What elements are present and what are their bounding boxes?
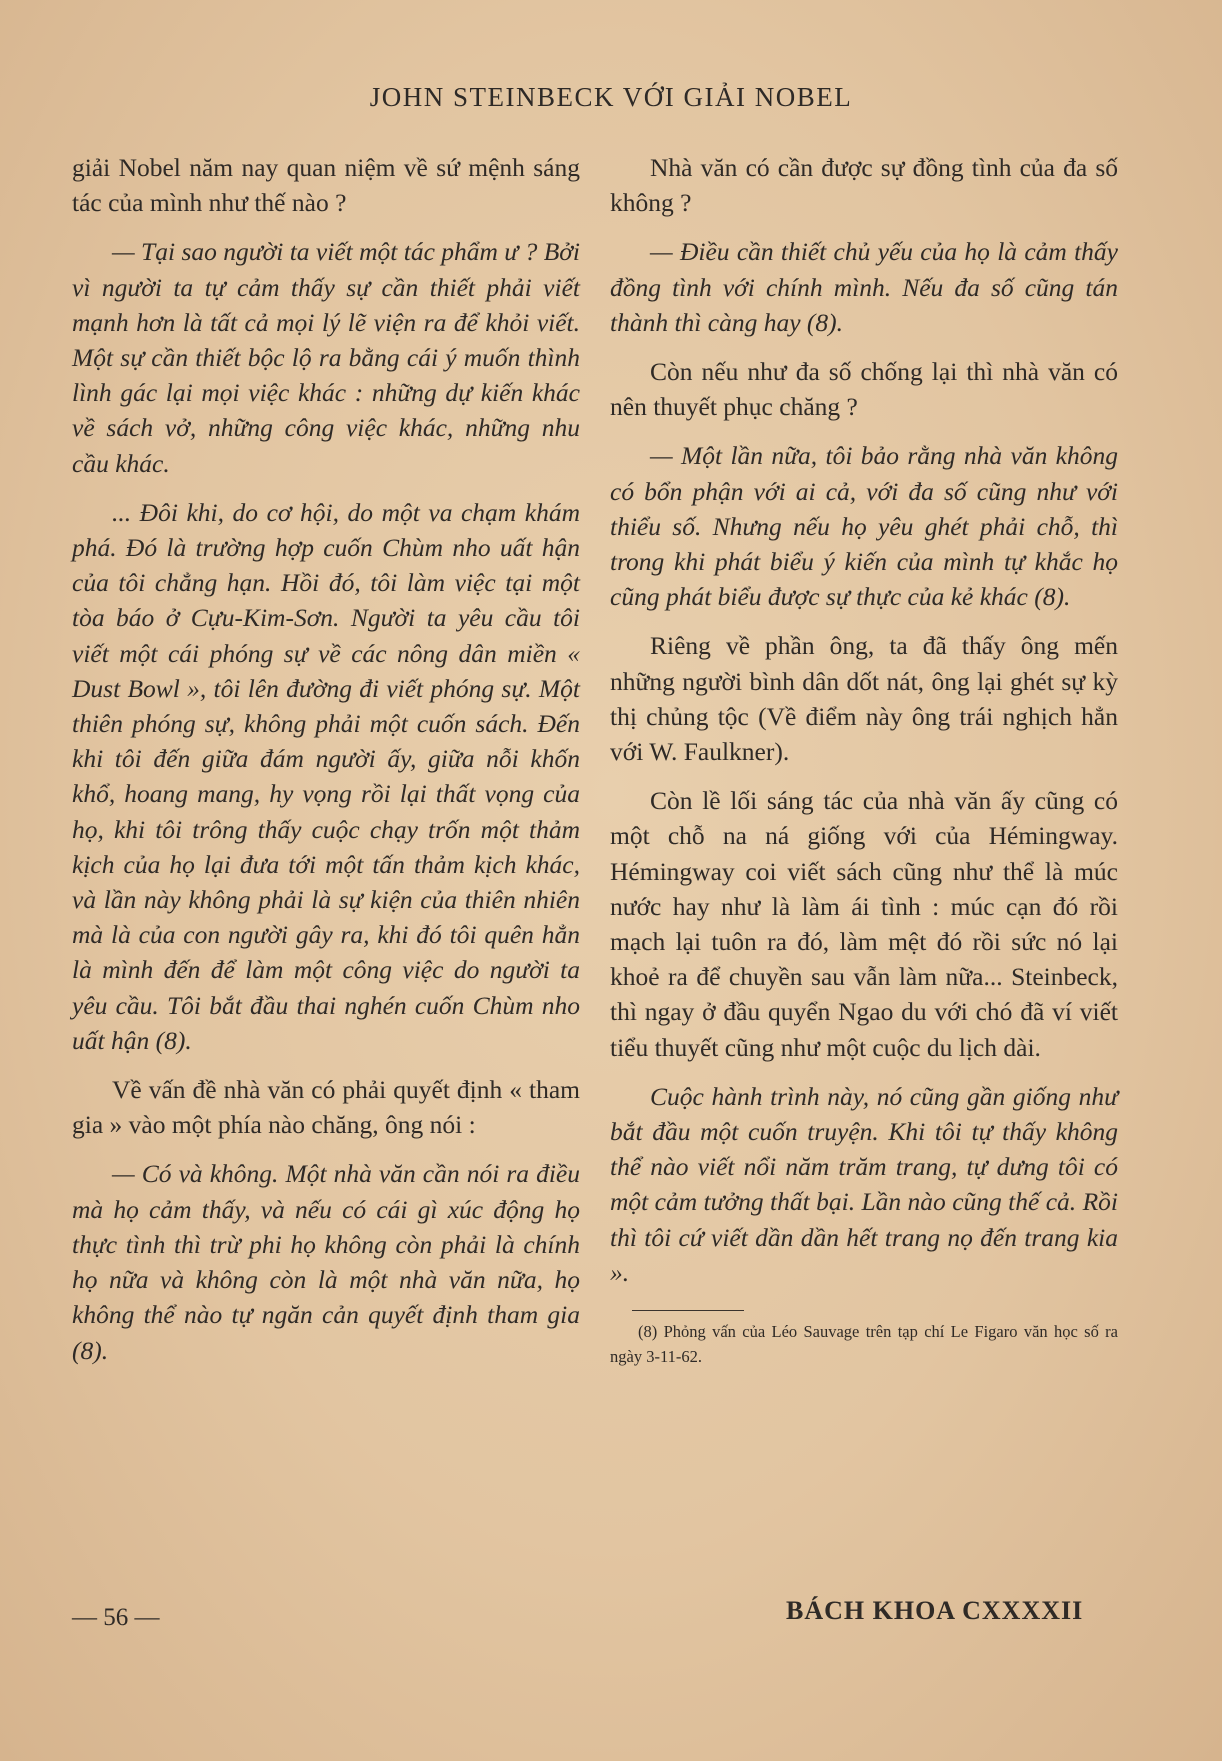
right-column [610,150,1118,1383]
paragraph: ... Đôi khi, do cơ hội, do một va chạm khám phá. Đó là trường hợp cuốn Chùm nho uất hận của tôi chẳng hạn. Hồi đó, tôi làm việc tại một tòa báo ở Cựu-Kim-Sơn. Người ta yêu cầu tôi viết một cái phóng sự về các nông dân miền « Dust Bowl », tôi lên đường đi viết phóng sự. Một thiên phóng sự, không phải một cuốn sách. Đến khi tôi đến giữa đám người ấy, giữa nỗi khốn khổ, hoang mang, hy vọng rồi lại thất vọng của họ, khi tôi trông thấy cuộc chạy trốn một thảm kịch của họ lại đưa tới một tấn thảm kịch khác, và lần này không phải là sự kiện của thiên nhiên mà là của con người gây ra, khi đó tôi quên hẳn là mình đến để làm một công việc do người ta yêu cầu. Tôi bắt đầu thai nghén cuốn Chùm nho uất hận (8). [72,497,580,1055]
paragraph: Về vấn đề nhà văn có phải quyết định « tham gia » vào một phía nào chăng, ông nói : [72,1075,580,1140]
paragraph: — Có và không. Một nhà văn cần nói ra điều mà họ cảm thấy, và nếu có cái gì xúc động họ thực tình thì trừ phi họ không còn phải là chính họ nữa và không còn là một nhà văn nữa, họ không thể nào tự ngăn cản quyết định tham gia (8). [72,1159,580,1365]
page-number: — 56 — [72,1604,160,1631]
paragraph: — Một lần nữa, tôi bảo rằng nhà văn không có bổn phận với ai cả, với đa số cũng như với thiểu số. Nhưng nếu họ yêu ghét phải chỗ, thì trong khi phát biểu ý kiến của mình tự khắc họ cũng phát biểu được sự thực của kẻ khác (8). [610,441,1118,612]
paragraph: Nhà văn có cần được sự đồng tình của đa số không ? [610,153,1118,218]
paragraph: Còn nếu như đa số chống lại thì nhà văn có nên thuyết phục chăng ? [610,357,1118,422]
paragraph: — Điều cần thiết chủ yếu của họ là cảm thấy đồng tình với chính mình. Nếu đa số cũng tán thành thì càng hay (8). [610,237,1118,337]
left-column [72,150,580,1382]
paragraph: — Tại sao người ta viết một tác phẩm ư ? Bởi vì người ta tự cảm thấy sự cần thiết phải viết mạnh hơn là tất cả mọi lý lẽ viện ra để khỏi viết. Một sự cần thiết bộc lộ ra bằng cái ý muốn thình lình gác lại mọi việc khác : những dự kiến khác về sách vở, những công việc khác, những nhu cầu khác. [72,237,580,478]
paragraph: Còn lề lối sáng tác của nhà văn ấy cũng có một chỗ na ná giống với của Hémingway. Hémingway coi viết sách cũng như thể là múc nước hay như là làm ái tình : múc cạn đó rồi mạch lại tuôn ra đó, làm mệt đó rồi sức nó lại khoẻ ra để chuyền sau vẫn làm nữa... Steinbeck, thì ngay ở đầu quyển Ngao du với chó đã ví viết tiểu thuyết cũng như một cuộc du lịch dài. [610,786,1118,1062]
paragraph: giải Nobel năm nay quan niệm về sứ mệnh sáng tác của mình như thế nào ? [72,153,580,218]
running-header: JOHN STEINBECK VỚI GIẢI NOBEL [369,82,853,112]
footnote-divider [632,1310,744,1311]
footnote: (8) Phỏng vấn của Léo Sauvage trên tạp chí Le Figaro văn học số ra ngày 3-11-62. [610,1322,1118,1367]
paragraph: Riêng về phần ông, ta đã thấy ông mến những người bình dân dốt nát, ông lại ghét sự kỳ thị chủng tộc (Về điểm này ông trái nghịch hẳn với W. Faulkner). [610,631,1118,767]
paragraph: Cuộc hành trình này, nó cũng gần giống như bắt đầu một cuốn truyện. Khi tôi tự thấy không thể nào viết nổi năm trăm trang, tự dưng tôi có một cảm tưởng thất bại. Lần nào cũng thế cả. Rồi thì tôi cứ viết dần dần hết trang nọ đến trang kia ». [610,1081,1118,1287]
magazine-title: BÁCH KHOA CXXXXII [786,1596,1084,1625]
